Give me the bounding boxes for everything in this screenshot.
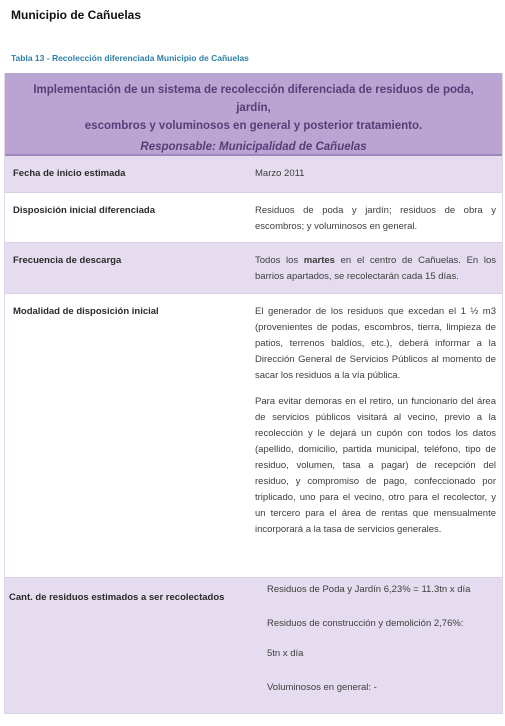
page-title: Municipio de Cañuelas — [11, 8, 142, 22]
row-fecha-value: Marzo 2011 — [255, 168, 305, 179]
row-disposicion — [5, 193, 502, 243]
cant-value-voluminosos: Voluminosos en general: - — [267, 682, 377, 693]
frecuencia-bold: martes — [303, 255, 335, 266]
row-fecha-label: Fecha de inicio estimada — [13, 168, 126, 179]
row-cant-label: Cant. de residuos estimados a ser recolectados — [9, 592, 225, 603]
modalidad-paragraph-1: El generador de los residuos que excedan el 1 ½ m3 (provenientes de podas, escombros, tierra, limpieza de patios, terrenos baldíos, etc.), deberá informar a la Dirección General de Servicios Públicos al momento de sacar los residuos a la vía pública. — [255, 306, 496, 381]
row-modalidad-label: Modalidad de disposición inicial — [13, 306, 159, 317]
table-title — [19, 81, 488, 135]
cant-value-construccion: Residuos de construcción y demolición 2,76%: — [267, 618, 464, 629]
frecuencia-pre: Todos los — [255, 255, 304, 266]
row-disposicion-value: Residuos de poda y jardín; residuos de obra y escombros; y voluminosos en general. — [255, 205, 496, 232]
row-modalidad-value — [255, 304, 496, 538]
cant-value-poda: Residuos de Poda y Jardín 6,23% = 11.3tn x día — [267, 584, 471, 595]
table-caption: Tabla 13 - Recolección diferenciada Municipio de Cañuelas — [11, 53, 249, 63]
table-title-line1: Implementación de un sistema de recolección diferenciada de residuos de poda, jardín, — [33, 84, 474, 114]
recoleccion-table — [4, 73, 503, 714]
row-disposicion-label: Disposición inicial diferenciada — [13, 205, 156, 216]
row-frecuencia-value — [255, 253, 496, 285]
table-title-line2: escombros y voluminosos en general y posterior tratamiento. — [84, 120, 423, 132]
cant-value-tn: 5tn x día — [267, 648, 304, 659]
table-title-block — [5, 73, 502, 156]
table-responsable: Responsable: Municipalidad de Cañuelas — [140, 141, 367, 153]
row-fecha — [5, 156, 502, 193]
row-frecuencia-label: Frecuencia de descarga — [13, 255, 122, 266]
modalidad-paragraph-2: Para evitar demoras en el retiro, un funcionario del área de servicios públicos visitará al vecino, previo a la recolección y le dejará un cupón con todos los datos (apellido, domicilio, partida municipal, teléfono, tipo de residuo, volumen, tasa a pagar) de recepción del residuo, y compromiso de pago, confeccionado por triplicado, uno para el vecino, otro para el recolector, y un tercero para el área de rentas que mensualmente incorporará a la tasa de servicios generales. — [255, 396, 496, 535]
row-modalidad — [5, 294, 502, 578]
row-cant — [5, 578, 502, 714]
frecuencia-post: en el centro de Cañuelas. En los barrios apartados, se recolectarán cada 15 días. — [255, 255, 496, 282]
row-frecuencia — [5, 243, 502, 294]
